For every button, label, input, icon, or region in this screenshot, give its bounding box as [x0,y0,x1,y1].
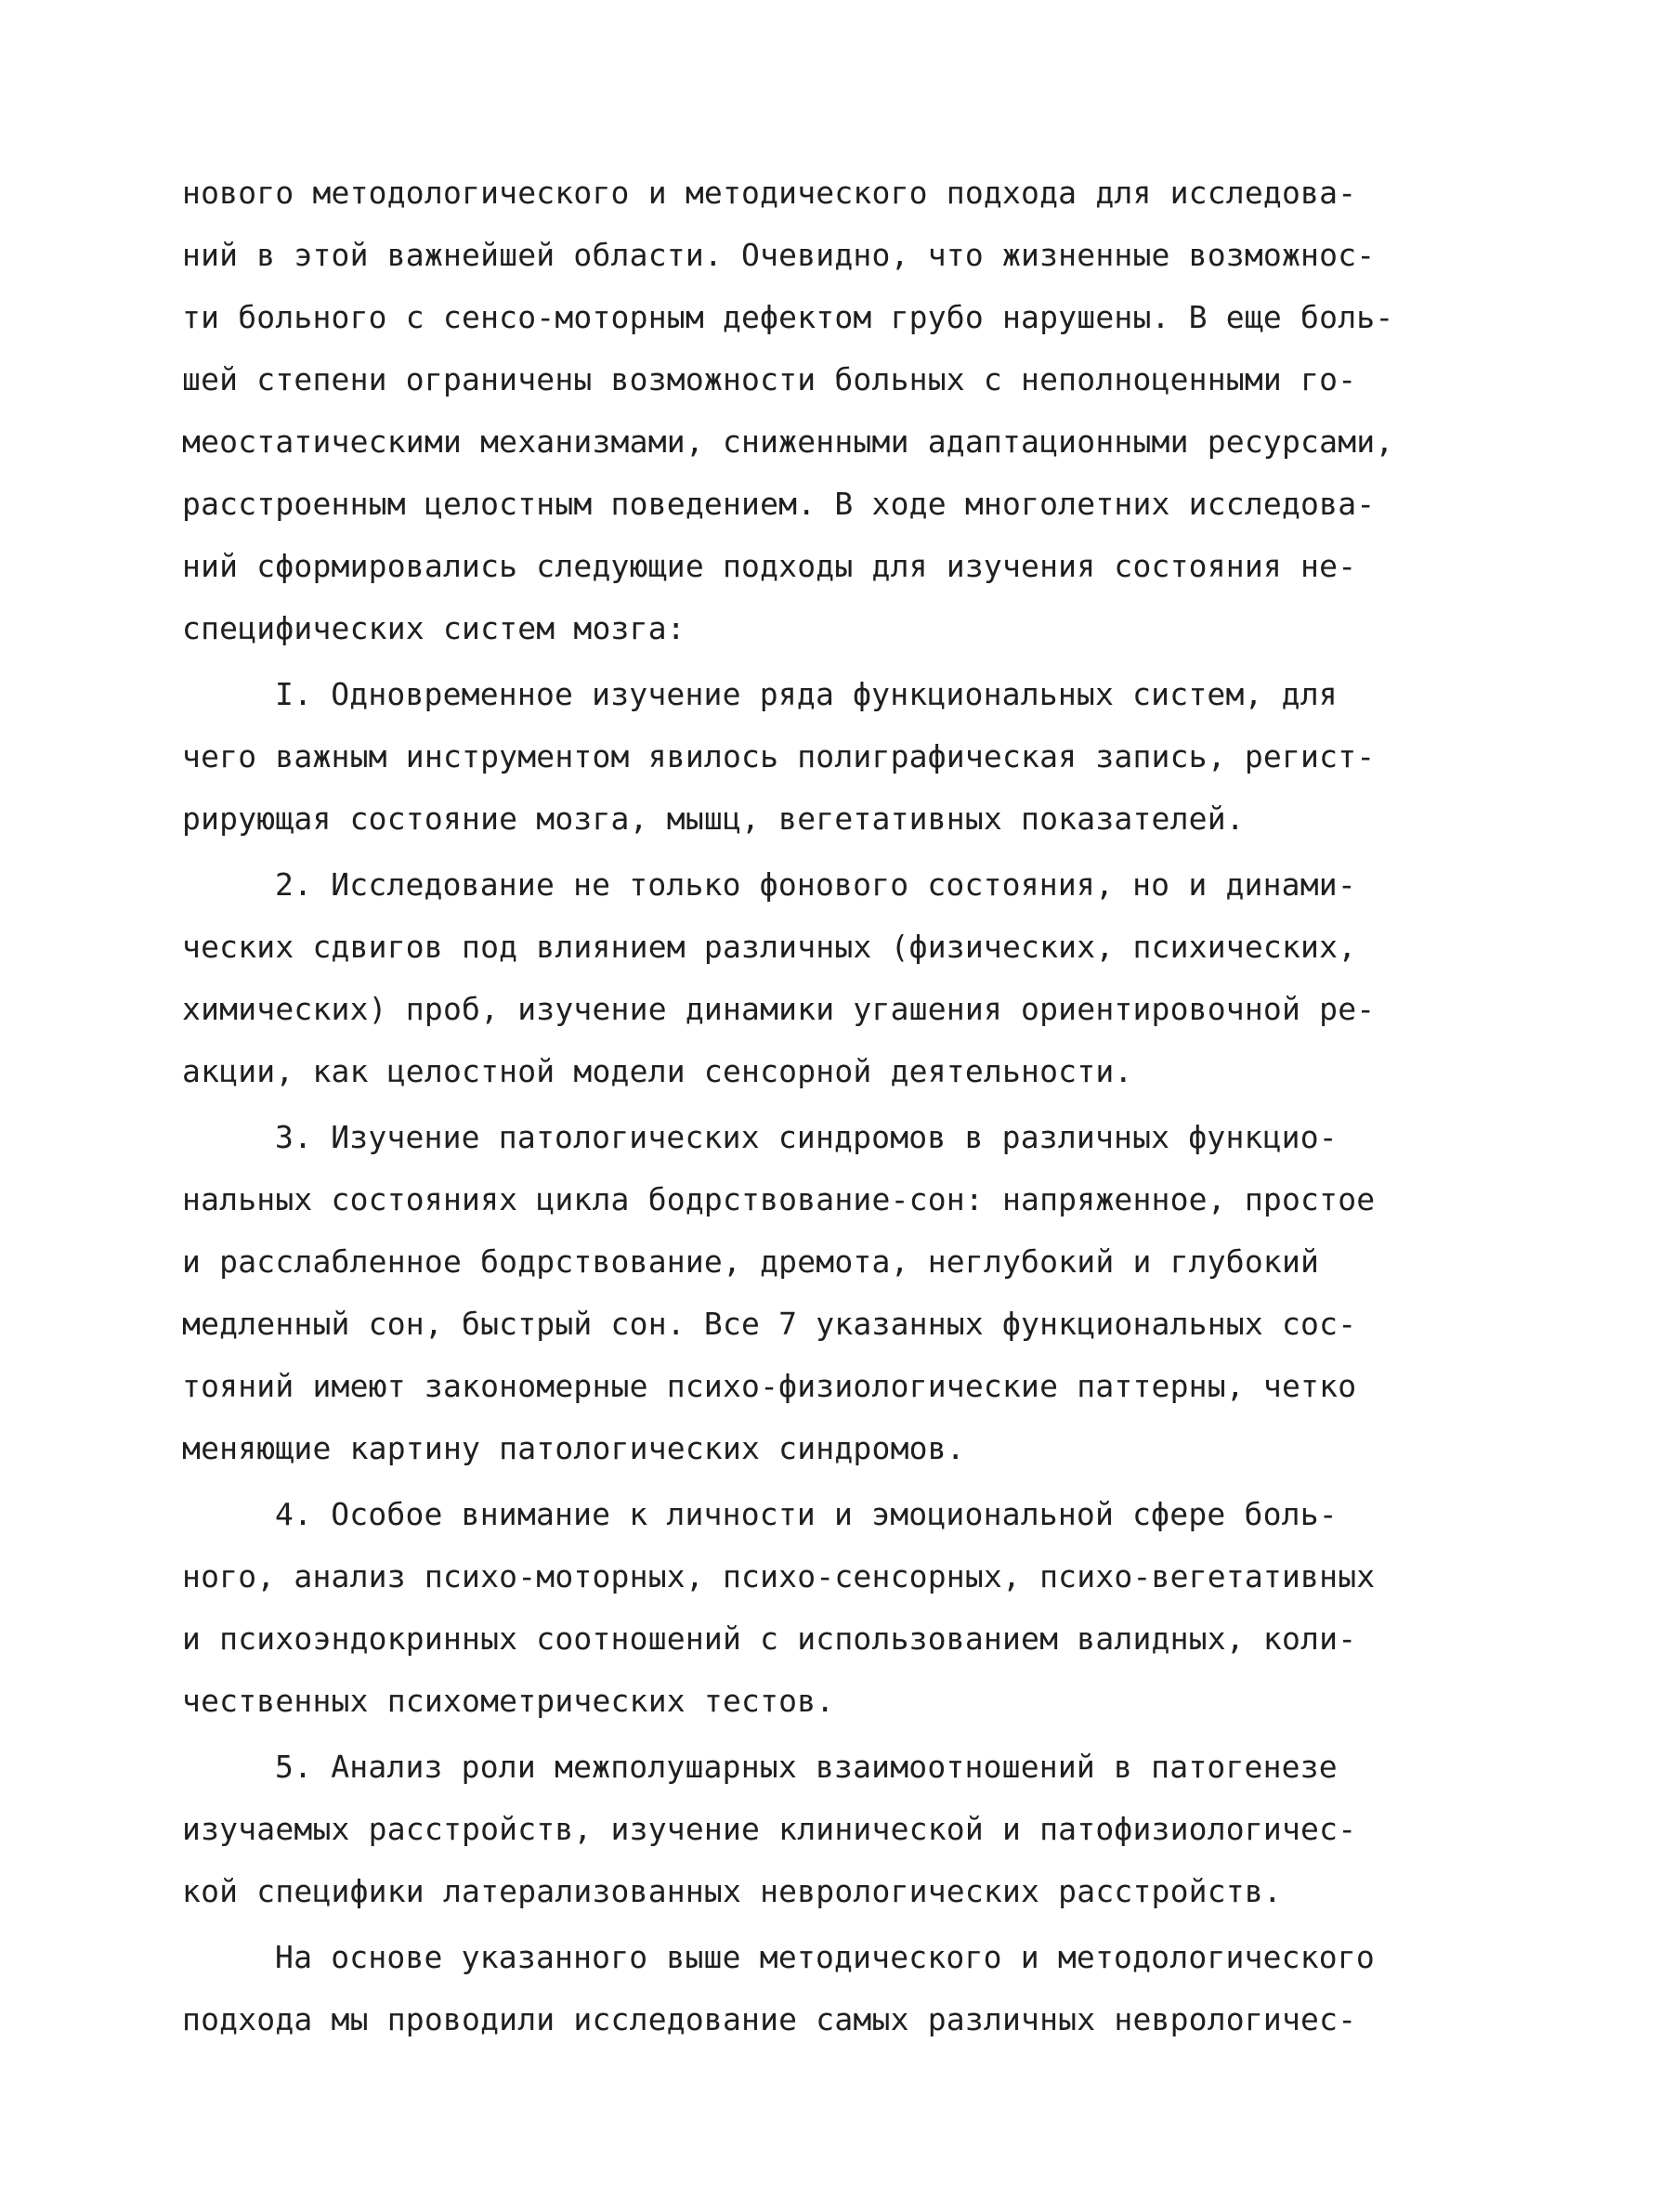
closing-paragraph-line-2: подхода мы проводили исследование самых различных неврологичес- [182,2001,1357,2037]
text-line-5: меостатическими механизмами, сниженными адаптационными ресурсами, [182,423,1394,460]
list-item-5-line-2: изучаемых расстройств, изучение клинической и патофизиологичес- [182,1811,1357,1847]
list-item-3-line-6: меняющие картину патологических синдромов. [182,1430,965,1466]
list-item-2-line-1: 2. Исследование не только фонового состояния, но и динами- [275,866,1356,903]
list-item-3-line-4: медленный сон, быстрый сон. Все 7 указанных функциональных сос- [182,1306,1357,1342]
list-item-4-line-1: 4. Особое внимание к личности и эмоциональной сфере боль- [275,1496,1338,1532]
list-item-5-line-3: кой специфики латерализованных неврологических расстройств. [182,1873,1282,1909]
closing-paragraph-line-1: На основе указанного выше методического и методологического [275,1939,1375,1975]
text-line-4: шей степени ограничены возможности больных с неполноценными го- [182,361,1357,397]
list-item-3-line-1: 3. Изучение патологических синдромов в различных функцио- [275,1119,1338,1155]
list-item-2-line-4: акции, как целостной модели сенсорной деятельности. [182,1053,1133,1089]
list-item-2-line-2: ческих сдвигов под влиянием различных (физических, психических, [182,929,1357,965]
text-line-6: расстроенным целостным поведением. В ходе многолетних исследова- [182,486,1376,522]
list-item-1-line-1: I. Одновременное изучение ряда функциональных систем, для [275,676,1338,712]
list-item-4-line-3: и психоэндокринных соотношений с использованием валидных, коли- [182,1620,1357,1657]
list-item-1-line-2: чего важным инструментом явилось полиграфическая запись, регист- [182,738,1376,774]
list-item-5-line-1: 5. Анализ роли межполушарных взаимоотношений в патогенезе [275,1749,1338,1785]
list-item-3-line-2: нальных состояниях цикла бодрствование-сон: напряженное, простое [182,1181,1376,1217]
text-line-3: ти больного с сенсо-моторным дефектом грубо нарушены. В еще боль- [182,299,1394,335]
typewritten-text [182,175,1464,2050]
text-line-8: специфических систем мозга: [182,610,686,646]
list-item-3-line-3: и расслабленное бодрствование, дремота, неглубокий и глубокий [182,1243,1320,1280]
text-line-7: ний сформировались следующие подходы для изучения состояния не- [182,548,1357,584]
list-item-2-line-3: химических) проб, изучение динамики угашения ориентировочной ре- [182,991,1376,1027]
text-line-2: ний в этой важнейшей области. Очевидно, что жизненные возможнос- [182,237,1376,273]
list-item-4-line-2: ного, анализ психо-моторных, психо-сенсорных, психо-вегетативных [182,1558,1376,1594]
list-item-4-line-4: чественных психометрических тестов. [182,1683,835,1719]
list-item-3-line-5: тояний имеют закономерные психо-физиологические паттерны, четко [182,1368,1357,1404]
list-item-1-line-3: рирующая состояние мозга, мышц, вегетативных показателей. [182,800,1245,837]
text-line-1: нового методологического и методического подхода для исследова- [182,175,1357,211]
